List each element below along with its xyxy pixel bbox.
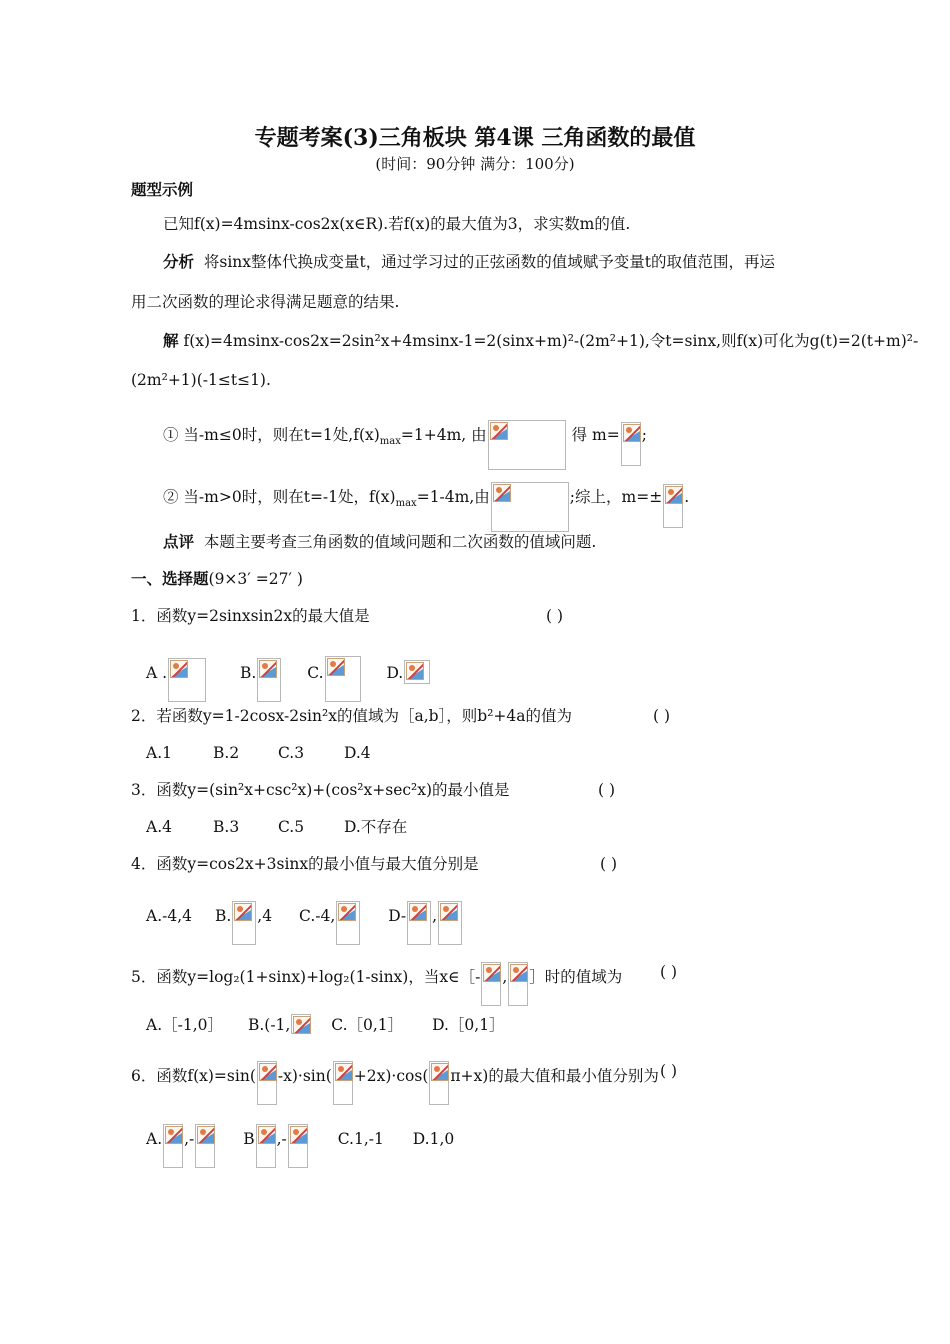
question-4-options: [146, 901, 463, 945]
case-2-text-b: =1-4m,由: [416, 488, 490, 506]
equation-image-icon: [491, 482, 569, 532]
option-b: B.: [240, 664, 257, 682]
question-1-options: [146, 656, 431, 702]
case-1-text-d: ;: [641, 426, 647, 444]
question-6-stem: [131, 1061, 659, 1105]
option-a: A .: [146, 664, 168, 682]
analysis-label: 分析: [163, 252, 195, 271]
option-a-image-icon-2: [195, 1124, 215, 1168]
question-3-option-b: B.3: [213, 818, 240, 836]
option-d: D-: [388, 907, 407, 925]
option-b-image-icon: [257, 658, 281, 702]
option-d-comma: ,: [432, 907, 438, 925]
example-heading: 题型示例: [131, 180, 194, 199]
option-b: B: [243, 1130, 255, 1148]
option-a: A.［-1,0］: [146, 1016, 224, 1034]
option-b-sep: ,-: [276, 1130, 287, 1148]
fraction-image-icon: [508, 962, 528, 1006]
comment-label: 点评: [163, 532, 195, 551]
option-c: C.1,-1: [337, 1130, 384, 1148]
question-2-option-a: A.1: [146, 744, 172, 762]
example-problem: 已知f(x)=4msinx-cos2x(x∈R).若f(x)的最大值为3，求实数m的值.: [163, 215, 631, 233]
question-2-option-b: B.2: [213, 744, 240, 762]
option-b-image-icon: [291, 1014, 311, 1034]
solution-line-2: (2m²+1)(-1≤t≤1).: [131, 371, 271, 389]
case-1-text-c: 得 m=: [571, 426, 620, 444]
case-1-text-b: =1+4m, 由: [400, 426, 487, 444]
equation-image-icon: [488, 420, 566, 470]
fraction-image-icon: [333, 1061, 353, 1105]
option-a-image-icon: [168, 658, 206, 702]
comment-text: 本题主要考查三角函数的值域问题和二次函数的值域问题.: [203, 533, 597, 551]
question-6-text-c: +2x)·cos(: [353, 1067, 429, 1085]
analysis-line-2: 用二次函数的理论求得满足题意的结果.: [131, 293, 400, 311]
option-d: D.［0,1］: [432, 1016, 505, 1034]
question-6-text-d: π+x)的最大值和最小值分别为: [450, 1067, 659, 1085]
option-a: A.-4,4: [146, 907, 193, 925]
case-2-text-a: ② 当-m>0时，则在t=-1处，f(x): [163, 488, 396, 506]
fraction-image-icon: [663, 484, 683, 528]
case-2-text-c: ;综上，m=±: [569, 488, 663, 506]
option-b-image-icon: [232, 901, 256, 945]
question-6-text-b: -x)·sin(: [277, 1067, 332, 1085]
question-6-text-a: 6．函数f(x)=sin(: [131, 1067, 256, 1085]
fraction-image-icon: [481, 962, 501, 1006]
question-6-options: [146, 1124, 454, 1168]
option-c: C.［0,1］: [331, 1016, 404, 1034]
option-b-image-icon-1: [256, 1124, 276, 1168]
option-b-suffix: ,4: [257, 907, 273, 925]
analysis-line-1: [163, 252, 775, 272]
question-6-answer-paren: ( ): [660, 1062, 678, 1080]
case-1-sub: max: [379, 436, 401, 448]
question-1-answer-paren: ( ): [546, 607, 564, 625]
question-5-text-a: 5．函数y=log₂(1+sinx)+log₂(1-sinx)，当x∈［-: [131, 968, 481, 986]
question-2-option-d: D.4: [344, 744, 371, 762]
option-c-image-icon: [325, 656, 361, 702]
question-2-stem: 2．若函数y=1-2cosx-2sin²x的值域为［a,b］，则b²+4a的值为: [131, 707, 573, 725]
case-2-text-d: .: [684, 488, 690, 506]
option-d-image-icon-1: [407, 901, 431, 945]
option-a-sep: ,-: [184, 1130, 195, 1148]
option-c-image-icon: [336, 901, 360, 945]
question-3-option-d: D.不存在: [344, 818, 408, 836]
solution-line-1: [163, 331, 918, 351]
option-d-image-icon: [404, 660, 430, 684]
page-title: 专题考案(3)三角板块 第4课 三角函数的最值: [254, 125, 696, 151]
question-5-stem: [131, 962, 622, 1006]
option-d-image-icon-2: [438, 901, 462, 945]
case-2-sub: max: [395, 498, 417, 510]
question-2-answer-paren: ( ): [653, 707, 671, 725]
option-d: D.: [386, 664, 404, 682]
option-a-image-icon-1: [163, 1124, 183, 1168]
question-5-options: [146, 1014, 505, 1035]
question-2-option-c: C.3: [278, 744, 305, 762]
section-1-score: (9×3′ =27′ ): [208, 570, 303, 588]
question-4-answer-paren: ( ): [600, 855, 618, 873]
question-3-stem: 3．函数y=(sin²x+csc²x)+(cos²x+sec²x)的最小值是: [131, 781, 510, 799]
case-1-text-a: ① 当-m≤0时，则在t=1处,f(x): [163, 426, 380, 444]
fraction-image-icon: [621, 422, 641, 466]
question-4-stem: 4．函数y=cos2x+3sinx的最小值与最大值分别是: [131, 855, 479, 873]
option-b: B.: [214, 907, 232, 925]
comment-line: [163, 532, 596, 552]
fraction-image-icon: [257, 1061, 277, 1105]
question-5-answer-paren: ( ): [660, 963, 678, 981]
question-3-option-c: C.5: [278, 818, 305, 836]
analysis-text-1: 将sinx整体代换成变量t，通过学习过的正弦函数的值域赋予变量t的取值范围，再运: [203, 253, 775, 271]
option-d: D.1,0: [412, 1130, 455, 1148]
option-c: C.-4,: [299, 907, 336, 925]
case-2: [163, 482, 689, 532]
question-5-text-c: ］时的值域为: [529, 968, 623, 986]
option-c: C.: [307, 664, 324, 682]
page-subtitle: (时间：90分钟 满分：100分): [375, 155, 575, 173]
solution-label: 解: [163, 331, 179, 350]
question-3-option-a: A.4: [146, 818, 172, 836]
fraction-image-icon: [429, 1061, 449, 1105]
solution-text-1: f(x)=4msinx-cos2x=2sin²x+4msinx-1=2(sinx+m)²-(2m²+1),令t=sinx,则f(x)可化为g(t)=2(t+m)²-: [183, 332, 919, 350]
question-3-answer-paren: ( ): [598, 781, 616, 799]
section-1-title: 一、选择题: [131, 569, 209, 588]
option-b-image-icon-2: [288, 1124, 308, 1168]
option-b: B.(-1,: [247, 1016, 291, 1034]
option-a: A.: [146, 1130, 163, 1148]
case-1: [163, 420, 647, 470]
question-1-stem: 1．函数y=2sinxsin2x的最大值是: [131, 607, 370, 625]
section-1-heading: [131, 569, 303, 589]
question-5-text-b: ,: [502, 968, 508, 986]
